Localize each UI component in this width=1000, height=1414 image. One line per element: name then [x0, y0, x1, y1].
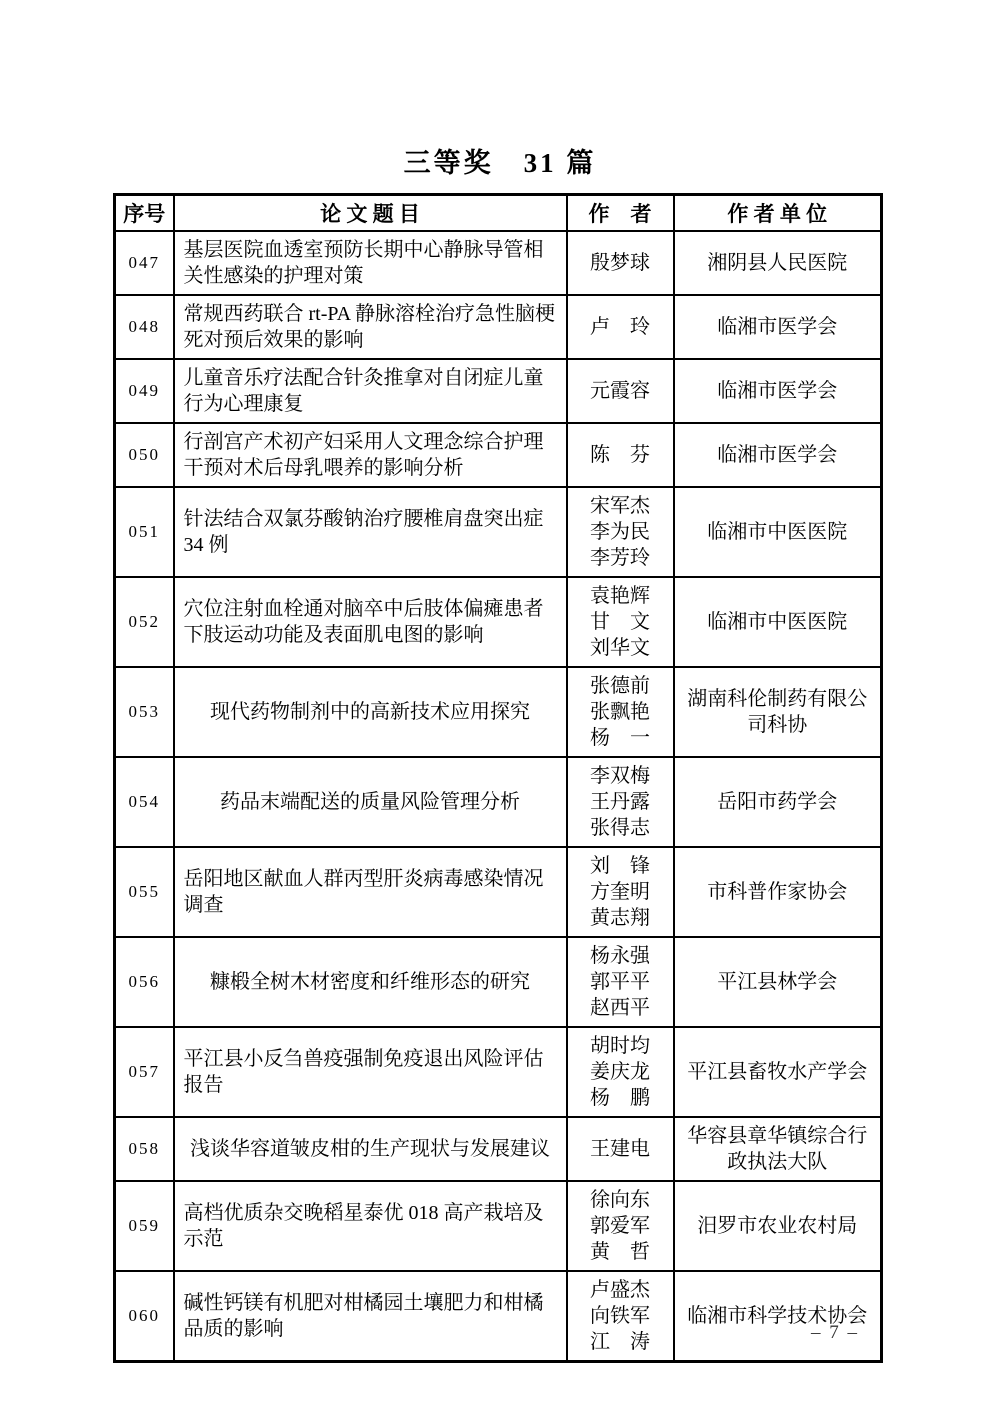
authors-cell: [567, 1271, 674, 1362]
table-row: [115, 1181, 882, 1271]
author-name: 杨 一: [590, 727, 650, 749]
paper-title-cell: 药品末端配送的质量风险管理分析: [174, 757, 567, 847]
unit-cell: 岳阳市药学会: [674, 757, 882, 847]
paper-title-cell: 儿童音乐疗法配合针灸推拿对自闭症儿童行为心理康复: [174, 359, 567, 423]
author-name: 陈 芬: [590, 444, 650, 466]
authors-cell: [567, 1027, 674, 1117]
table-row: [115, 667, 882, 757]
unit-cell: 平江县林学会: [674, 937, 882, 1027]
col-header-unit: 作 者 单 位: [674, 195, 882, 232]
table-row: [115, 757, 882, 847]
unit-cell: 临湘市中医医院: [674, 487, 882, 577]
author-name: 刘 锋: [590, 855, 650, 877]
author-name: 郭爱军: [590, 1215, 650, 1237]
author-name: 向铁军: [590, 1305, 650, 1327]
table-row: [115, 847, 882, 937]
authors-cell: [567, 1181, 674, 1271]
author-name: 元霞容: [590, 380, 650, 402]
authors-cell: [567, 667, 674, 757]
author-name: 袁艳辉: [590, 585, 650, 607]
author-name: 王建电: [590, 1138, 650, 1160]
authors-cell: [567, 1117, 674, 1181]
authors-cell: [567, 577, 674, 667]
unit-cell: 临湘市医学会: [674, 423, 882, 487]
row-number-cell: 047: [115, 231, 174, 295]
row-number-cell: 052: [115, 577, 174, 667]
authors-cell: [567, 231, 674, 295]
unit-cell: 华容县章华镇综合行政执法大队: [674, 1117, 882, 1181]
row-number-cell: 057: [115, 1027, 174, 1117]
row-number-cell: 054: [115, 757, 174, 847]
table-row: [115, 1117, 882, 1181]
author-name: 甘 文: [590, 611, 650, 633]
author-name: 李为民: [590, 521, 650, 543]
author-name: 赵西平: [590, 997, 650, 1019]
unit-cell: 临湘市医学会: [674, 295, 882, 359]
author-name: 卢盛杰: [590, 1279, 650, 1301]
authors-cell: [567, 847, 674, 937]
paper-title-cell: 行剖宫产术初产妇采用人文理念综合护理干预对术后母乳喂养的影响分析: [174, 423, 567, 487]
paper-title-cell: 高档优质杂交晚稻星泰优 018 高产栽培及示范: [174, 1181, 567, 1271]
unit-cell: 湖南科伦制药有限公司科协: [674, 667, 882, 757]
paper-title-cell: 糠椴全树木材密度和纤维形态的研究: [174, 937, 567, 1027]
author-name: 杨 鹏: [590, 1087, 650, 1109]
row-number-cell: 060: [115, 1271, 174, 1362]
table-row: [115, 231, 882, 295]
unit-cell: 临湘市医学会: [674, 359, 882, 423]
table-row: [115, 487, 882, 577]
authors-cell: [567, 757, 674, 847]
awards-table: [113, 193, 883, 1363]
row-number-cell: 058: [115, 1117, 174, 1181]
author-name: 张得志: [590, 817, 650, 839]
table-row: [115, 1271, 882, 1362]
paper-title-cell: 碱性钙镁有机肥对柑橘园土壤肥力和柑橘品质的影响: [174, 1271, 567, 1362]
author-name: 李芳玲: [590, 547, 650, 569]
authors-cell: [567, 487, 674, 577]
table-row: [115, 577, 882, 667]
table-row: [115, 423, 882, 487]
col-header-index: 序号: [115, 195, 174, 232]
unit-cell: 临湘市科学技术协会: [674, 1271, 882, 1362]
paper-title-cell: 现代药物制剂中的高新技术应用探究: [174, 667, 567, 757]
author-name: 黄志翔: [590, 907, 650, 929]
col-header-authors: 作 者: [567, 195, 674, 232]
author-name: 胡时均: [590, 1035, 650, 1057]
author-name: 李双梅: [590, 765, 650, 787]
author-name: 方奎明: [590, 881, 650, 903]
author-name: 杨永强: [590, 945, 650, 967]
author-name: 张飘艳: [590, 701, 650, 723]
row-number-cell: 053: [115, 667, 174, 757]
author-name: 郭平平: [590, 971, 650, 993]
paper-title-cell: 针法结合双氯芬酸钠治疗腰椎肩盘突出症 34 例: [174, 487, 567, 577]
table-row: [115, 1027, 882, 1117]
author-name: 宋军杰: [590, 495, 650, 517]
authors-cell: [567, 359, 674, 423]
table-row: [115, 295, 882, 359]
row-number-cell: 056: [115, 937, 174, 1027]
unit-cell: 平江县畜牧水产学会: [674, 1027, 882, 1117]
unit-cell: 临湘市中医医院: [674, 577, 882, 667]
author-name: 江 涛: [590, 1331, 650, 1353]
author-name: 刘华文: [590, 637, 650, 659]
author-name: 徐向东: [590, 1189, 650, 1211]
authors-cell: [567, 423, 674, 487]
section-title: 三等奖 31 篇: [403, 148, 597, 178]
table-row: [115, 359, 882, 423]
row-number-cell: 059: [115, 1181, 174, 1271]
paper-title-cell: 穴位注射血栓通对脑卒中后肢体偏瘫患者下肢运动功能及表面肌电图的影响: [174, 577, 567, 667]
authors-cell: [567, 937, 674, 1027]
paper-title-cell: 常规西药联合 rt-PA 静脉溶栓治疗急性脑梗死对预后效果的影响: [174, 295, 567, 359]
author-name: 张德前: [590, 675, 650, 697]
table-header-row: [115, 195, 882, 232]
paper-title-cell: 基层医院血透室预防长期中心静脉导管相关性感染的护理对策: [174, 231, 567, 295]
table-row: [115, 937, 882, 1027]
page-number: – 7 –: [811, 1322, 859, 1343]
author-name: 殷梦球: [590, 252, 650, 274]
author-name: 卢 玲: [590, 316, 650, 338]
paper-title-cell: 平江县小反刍兽疫强制免疫退出风险评估报告: [174, 1027, 567, 1117]
unit-cell: 汨罗市农业农村局: [674, 1181, 882, 1271]
row-number-cell: 049: [115, 359, 174, 423]
row-number-cell: 050: [115, 423, 174, 487]
authors-cell: [567, 295, 674, 359]
paper-title-cell: 岳阳地区献血人群丙型肝炎病毒感染情况调查: [174, 847, 567, 937]
row-number-cell: 055: [115, 847, 174, 937]
row-number-cell: 048: [115, 295, 174, 359]
author-name: 姜庆龙: [590, 1061, 650, 1083]
unit-cell: 湘阴县人民医院: [674, 231, 882, 295]
row-number-cell: 051: [115, 487, 174, 577]
paper-title-cell: 浅谈华容道皱皮柑的生产现状与发展建议: [174, 1117, 567, 1181]
unit-cell: 市科普作家协会: [674, 847, 882, 937]
col-header-title: 论 文 题 目: [174, 195, 567, 232]
author-name: 黄 哲: [590, 1241, 650, 1263]
author-name: 王丹露: [590, 791, 650, 813]
